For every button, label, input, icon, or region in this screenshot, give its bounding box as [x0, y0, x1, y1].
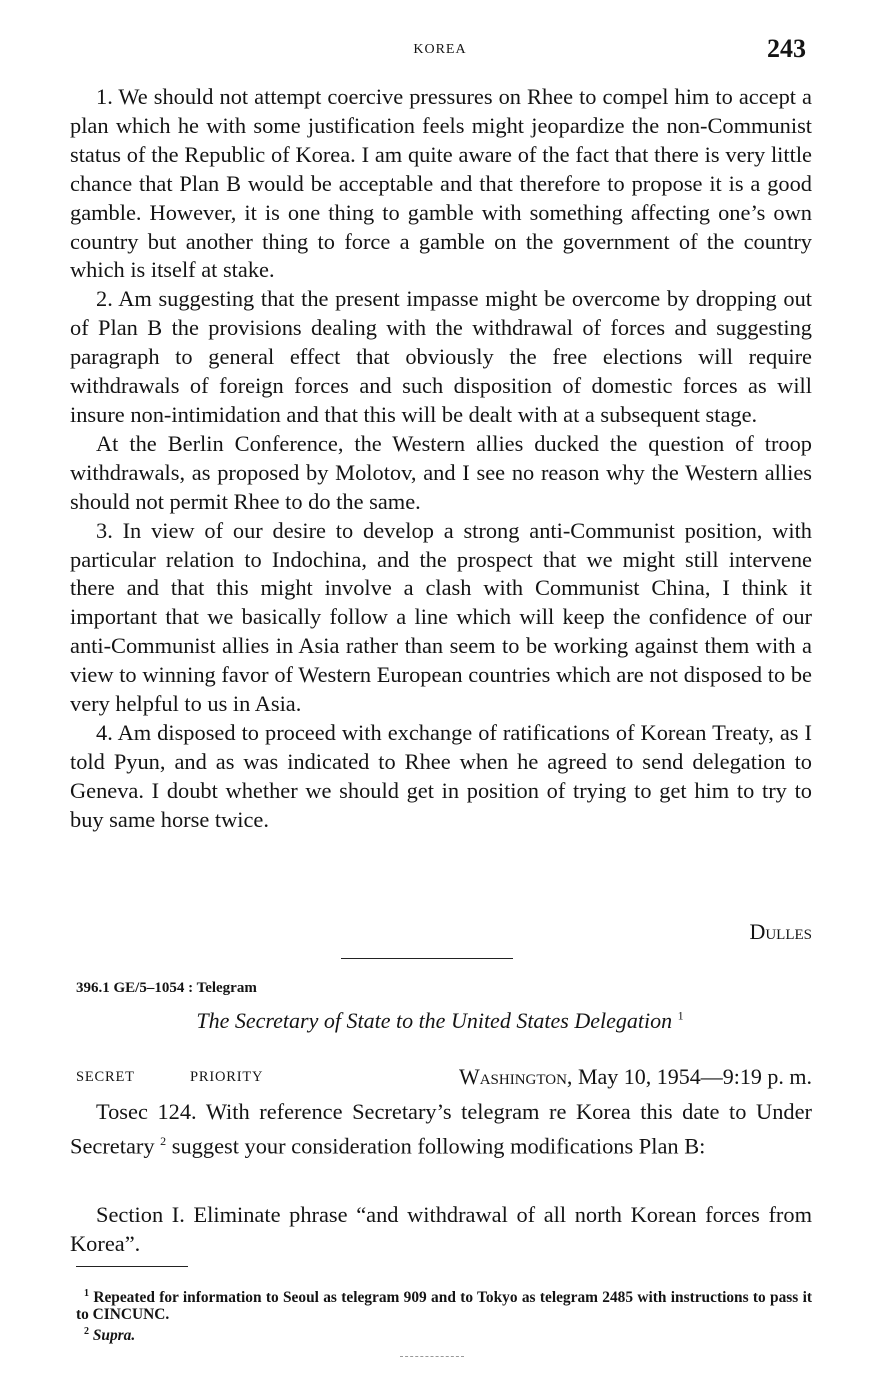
running-head: [70, 36, 810, 66]
footnote-rule: [76, 1266, 188, 1267]
page-bottom-mark: [400, 1356, 464, 1357]
document-title: [0, 1008, 880, 1034]
signature: Dulles: [749, 919, 812, 944]
footnote-2-text: Supra.: [92, 1327, 136, 1345]
precedence-label: PRIORITY: [190, 1069, 264, 1085]
tosec-text-end: suggest your consideration following modifications Plan B:: [171, 1133, 706, 1159]
running-head-title: KOREA: [413, 42, 467, 57]
footnote-1-text: Repeated for information to Seoul as telegram 909 and to Tokyo as telegram 2485 with instructions to pass it to CINCUNC.: [76, 1289, 812, 1324]
footnote-1-mark: 1: [84, 1288, 89, 1299]
footnote-1: [76, 1285, 812, 1323]
dateline-date: May 10, 1954—9:19 p. m.: [577, 1064, 812, 1089]
paragraph-3: 3. In view of our desire to develop a strong anti-Communist position, with particular relation to Indochina, and the prospect that we might still intervene there and that this might involve a clash with Communist China, I think it important that we basically follow a line which will keep the confidence of our anti-Communist allies in Asia rather than seem to be working against them with a view to winning favor of Western European countries which are not disposed to be very helpful to us in Asia.: [70, 517, 812, 717]
paragraph-2: 2. Am suggesting that the present impasse might be overcome by dropping out of Plan B the provisions dealing with the withdrawal of forces and suggesting paragraph to general effect that obviously the free elections will require withdrawals of foreign forces and such disposition of domestic forces as will insure non-intimidation and that this will be dealt with at a subsequent stage.: [70, 286, 812, 427]
main-text: [70, 83, 812, 835]
footnote-ref-2: 2: [160, 1133, 167, 1148]
document-title-text: The Secretary of State to the United States Delegation: [196, 1008, 673, 1033]
document-file-reference: 396.1 GE/5–1054 : Telegram: [76, 980, 257, 996]
dateline-place: Washington,: [458, 1064, 573, 1089]
footnote-ref-1: 1: [677, 1008, 684, 1023]
classification-label: SECRET: [76, 1069, 135, 1085]
footnote-2: [76, 1323, 812, 1344]
page-number: 243: [767, 34, 806, 63]
telegram-body: [70, 1098, 812, 1161]
paragraph-1: 1. We should not attempt coercive pressures on Rhee to compel him to accept a plan which he with some justification feels might jeopardize the non-Communist status of the Republic of Korea. I am quite aware of the fact that there is very little chance that Plan B would be acceptable and that therefore to propose it is a good gamble. However, it is one thing to gamble with something affecting one’s own country but another thing to force a gamble on the government of the country which is itself at stake.: [70, 84, 812, 283]
section-paragraph: Section I. Eliminate phrase “and withdrawal of all north Korean forces from Korea”.: [70, 1202, 812, 1256]
document-header-row: [76, 1064, 812, 1094]
paragraph-4: 4. Am disposed to proceed with exchange of ratifications of Korean Treaty, as I told Pyun, and as was indicated to Rhee when he agreed to send delegation to Geneva. I doubt whether we should get in position of trying to get him to try to buy same horse twice.: [70, 719, 812, 832]
footnote-2-mark: 2: [84, 1326, 89, 1338]
dateline: [459, 1064, 812, 1090]
paragraph-berlin: At the Berlin Conference, the Western allies ducked the question of troop withdrawals, as proposed by Molotov, and I see no reason why the Western allies should not permit Rhee to do the same.: [70, 430, 812, 514]
section-instruction: [70, 1201, 812, 1259]
section-divider: [341, 958, 513, 959]
tosec-text-start: Tosec 124. With reference Secretary’s telegram re Korea this date to Under Secretary: [70, 1099, 812, 1159]
tosec-paragraph: [70, 1098, 812, 1161]
footnotes: [76, 1285, 812, 1344]
